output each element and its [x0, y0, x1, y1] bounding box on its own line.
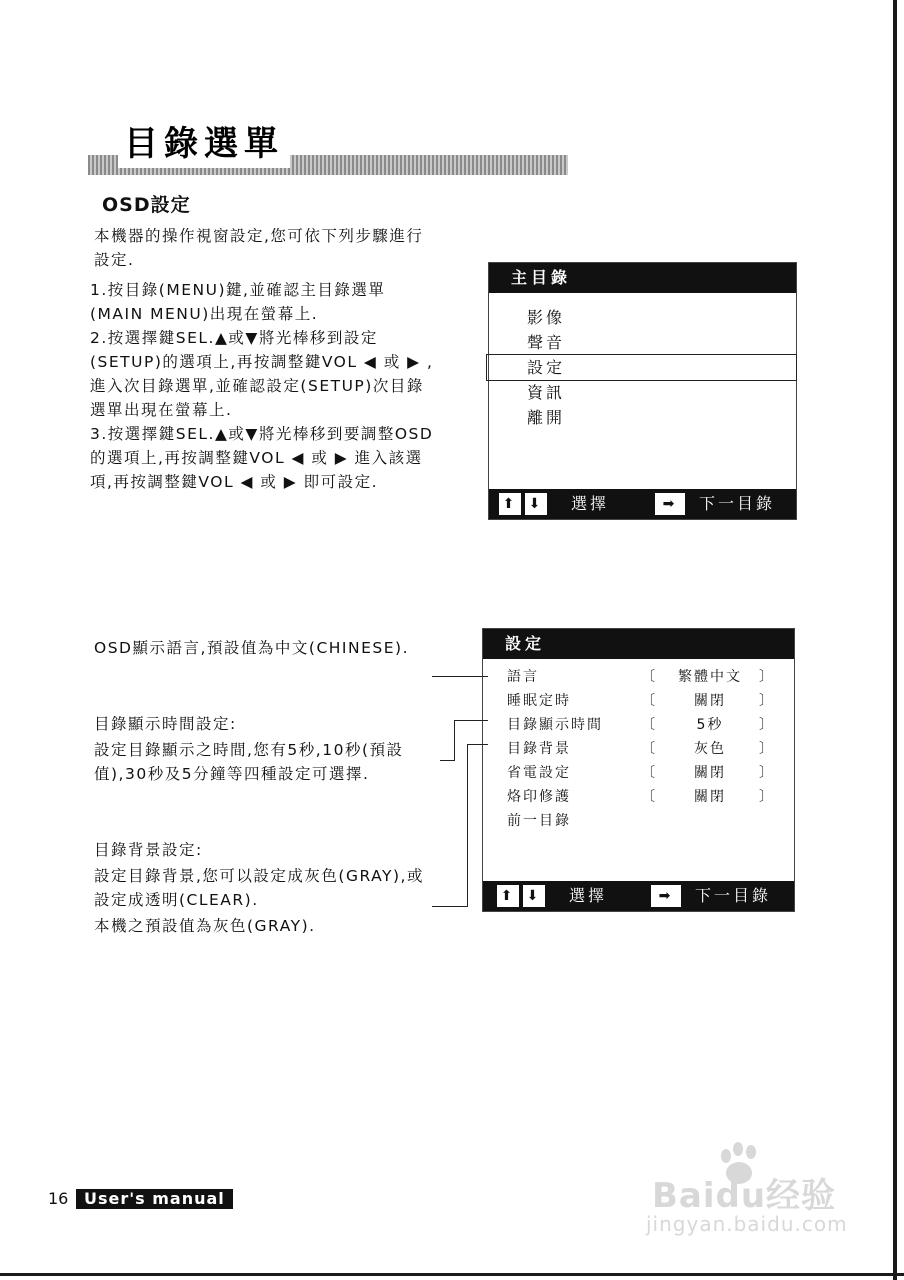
bracket-right: 〕	[759, 669, 775, 685]
bracket-left: 〔	[641, 765, 657, 781]
main-menu-screen	[488, 262, 797, 520]
right-arrow-icon: ➡	[655, 493, 685, 515]
main-menu-list	[489, 305, 796, 430]
intro-text: 本機器的操作視窗設定,您可依下列步驟進行設定.	[94, 227, 424, 269]
main-menu-title: 主目錄	[489, 263, 796, 293]
manual-badge: User's manual	[76, 1189, 233, 1209]
select-label: 選擇	[571, 494, 610, 513]
bracket-left: 〔	[641, 717, 657, 733]
note-language: OSD顯示語言,預設值為中文(CHINESE).	[94, 639, 409, 657]
row-value: 5秒	[696, 717, 724, 733]
leader-line-time-b	[454, 720, 455, 761]
bracket-left: 〔	[641, 693, 657, 709]
leader-line-bg-b	[467, 744, 468, 907]
up-arrow-icon: ⬆	[497, 885, 519, 907]
row-value: 關閉	[694, 693, 726, 709]
row-label: 前一目錄	[507, 813, 571, 829]
down-arrow-icon: ⬇	[523, 885, 545, 907]
menu-item-info[interactable]: 資訊	[527, 383, 566, 402]
setup-row-burn-in-repair[interactable]	[507, 785, 777, 809]
bracket-left: 〔	[641, 741, 657, 757]
bracket-right: 〕	[759, 765, 775, 781]
page-number: 16	[48, 1189, 69, 1208]
main-menu-footer	[489, 489, 796, 519]
row-value: 關閉	[694, 789, 726, 805]
row-value: 灰色	[694, 741, 726, 757]
bracket-right: 〕	[759, 789, 775, 805]
setup-menu-footer	[483, 881, 794, 911]
leader-line-language	[432, 676, 488, 677]
row-label: 目錄顯示時間	[507, 717, 603, 733]
step-3: 3.按選擇鍵SEL.▲或▼將光棒移到要調整OSD的選項上,再按調整鍵VOL ◀ 或 ▶ 進入該選項,再按調整鍵VOL ◀ 或 ▶ 即可設定.	[90, 425, 434, 491]
setup-row-language[interactable]	[507, 665, 777, 689]
menu-item-exit[interactable]: 離開	[527, 408, 566, 427]
select-label: 選擇	[569, 886, 608, 905]
watermark-brand: Baidu经验	[652, 1176, 837, 1216]
bracket-left: 〔	[641, 669, 657, 685]
right-arrow-icon: ➡	[651, 885, 681, 907]
row-value: 關閉	[694, 765, 726, 781]
row-label: 烙印修護	[507, 789, 571, 805]
note-background-body: 設定目錄背景,您可以設定成灰色(GRAY),或設定成透明(CLEAR).	[94, 867, 424, 909]
menu-item-sound[interactable]: 聲音	[527, 333, 566, 352]
setup-menu-title: 設定	[483, 629, 794, 659]
down-arrow-icon: ⬇	[525, 493, 547, 515]
bracket-right: 〕	[759, 693, 775, 709]
bracket-right: 〕	[759, 741, 775, 757]
row-label: 語言	[507, 669, 539, 685]
step-2: 2.按選擇鍵SEL.▲或▼將光棒移到設定(SETUP)的選項上,再按調整鍵VOL ◀ 或 ▶ ,進入次目錄選單,並確認設定(SETUP)次目錄選單出現在螢幕上.	[90, 329, 434, 419]
page-edge-bottom	[0, 1273, 904, 1276]
section-title: 目錄選單	[118, 120, 290, 168]
page-edge-right	[893, 0, 897, 1280]
leader-line-time-c	[454, 720, 488, 721]
setup-row-menu-background[interactable]	[507, 737, 777, 761]
setup-row-power-saving[interactable]	[507, 761, 777, 785]
menu-item-image[interactable]: 影像	[527, 308, 566, 327]
row-label: 目錄背景	[507, 741, 571, 757]
row-label: 省電設定	[507, 765, 571, 781]
note-background-default: 本機之預設值為灰色(GRAY).	[94, 917, 316, 935]
row-value: 繁體中文	[678, 669, 742, 685]
bracket-left: 〔	[641, 789, 657, 805]
watermark-url: jingyan.baidu.com	[646, 1212, 848, 1236]
setup-row-sleep-timer[interactable]	[507, 689, 777, 713]
row-label: 睡眠定時	[507, 693, 571, 709]
setup-row-previous-menu[interactable]	[507, 809, 777, 833]
menu-item-setup[interactable]: 設定	[487, 355, 796, 380]
bracket-right: 〕	[759, 717, 775, 733]
note-menu-time-title: 目錄顯示時間設定:	[94, 715, 237, 733]
setup-menu-screen	[482, 628, 795, 912]
sub-title: OSD設定	[102, 194, 191, 216]
next-menu-label: 下一目錄	[695, 886, 772, 905]
note-menu-time-body: 設定目錄顯示之時間,您有5秒,10秒(預設值),30秒及5分鐘等四種設定可選擇.	[94, 741, 404, 783]
next-menu-label: 下一目錄	[699, 494, 776, 513]
setup-row-menu-time[interactable]	[507, 713, 777, 737]
note-background-title: 目錄背景設定:	[94, 841, 203, 859]
leader-line-time-a	[440, 760, 454, 761]
up-arrow-icon: ⬆	[499, 493, 521, 515]
leader-line-bg-a	[432, 906, 468, 907]
leader-line-bg-c	[467, 744, 488, 745]
step-1: 1.按目錄(MENU)鍵,並確認主目錄選單(MAIN MENU)出現在螢幕上.	[90, 281, 386, 323]
